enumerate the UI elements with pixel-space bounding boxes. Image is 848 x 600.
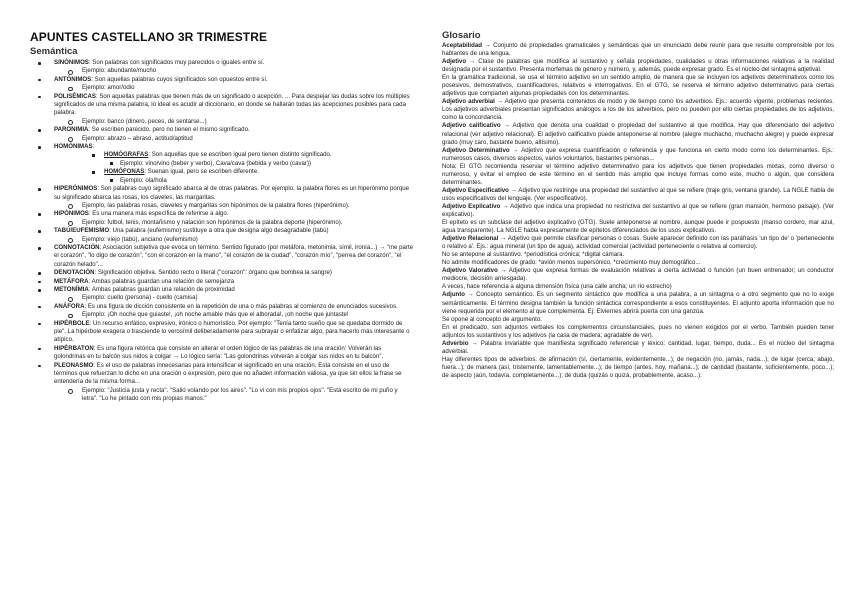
glossary-term: Adjetivo adverbial xyxy=(442,98,495,106)
item-text: : Es una manera más específica de referirse a algo. xyxy=(88,210,229,218)
item-text: Ejemplo: amor/odio xyxy=(82,84,135,92)
glossary-text: → Adjetivo que presenta contenidos de modo y de tiempo como los adverbios. Ejs.: acuerdo vigente, problemas recientes. Los adjetivos adverbiales presentan significados análogos a los de los adverbios, pero no pueden por ello ciertas propiedades de los adjetivos, como la concordancia. xyxy=(442,98,834,122)
item-text: Ejemplo: abrazo – abrasó, actitud/aptitud xyxy=(82,134,193,142)
item-text: : Se escriben parecido, pero no tienen el mismo significado. xyxy=(88,126,250,134)
definition-item xyxy=(30,76,414,84)
glossary-text: Hay diferentes tipos de adverbios: de afirmación (sí, ciertamente, evidentemente...); de negación (no, jamás, nada...); de lugar (cerca, abajo, fuera...); de manera (así, tristemente, lamentablemente...); de tiempo (antes, hoy, mañana...); de cantidad (bastante, suficientemente, poco...); de aspecto (aún, todavía, completamente...); de duda (quizás o quizá, probablemente, acaso...). xyxy=(442,355,834,379)
glossary-term: Adjetivo Explicativo xyxy=(442,202,501,210)
term-label: HIPÓNIMOS xyxy=(54,210,89,218)
glossary-term: Adverbio xyxy=(442,339,469,347)
glossary-entry xyxy=(442,98,834,122)
example-item xyxy=(30,67,414,75)
definition-item xyxy=(30,227,414,235)
example-item xyxy=(30,84,414,92)
item-text: Ejemplo: ola/hola xyxy=(120,176,167,184)
item-text: : Suenan igual, pero se escriben diferente. xyxy=(144,168,259,176)
glossary-text: → Adjetivo que permite clasificar personas o cosas. Suele aparecer definido con las paráfrasis 'un tipo de' o 'perteneciente o relativo a'. Ejs.: agua mineral (un tipo de agua), actividad comercial (actividad perteneciente o relativa al comercio). xyxy=(442,235,835,251)
glossary-entry xyxy=(442,316,834,324)
glossary-entry xyxy=(442,259,834,267)
example-item xyxy=(30,118,414,126)
semantica-list xyxy=(30,59,414,404)
term-label: METÁFORA xyxy=(54,277,89,285)
glossary-term: Adjunto xyxy=(442,291,466,299)
left-column xyxy=(30,30,414,404)
item-text: Ejemplo: abundante/mucho xyxy=(82,67,157,75)
definition-item xyxy=(30,269,414,277)
item-text: Ejemplo: ¡Oh noche que guiaste!, ¡oh noche amable más que el alborada!, ¡oh noche que juntaste! xyxy=(82,311,349,319)
definition-item xyxy=(30,303,414,311)
item-text: : Ambas palabras guardan una relación de semejanza xyxy=(88,277,235,285)
definition-item xyxy=(30,126,414,134)
definition-item xyxy=(30,210,414,218)
example-item xyxy=(30,219,414,227)
term-label: ANTÓNIMOS xyxy=(54,75,92,83)
glossary-entry xyxy=(442,340,834,356)
glossary-term: Aceptabilidad xyxy=(442,42,482,49)
term-label: ANÁFORA xyxy=(54,302,85,310)
term-label: HIPERÓNIMOS xyxy=(54,185,98,193)
glossary-text: → Adjetivo que expresa formas de evaluación relativas a cierta actividad o función (un buen entrenador; un conductor mediocre, decisión arriesgada). xyxy=(442,267,835,283)
item-text: : Son aquellas palabras cuyos significados son opuestos entre sí. xyxy=(91,75,268,83)
item-text: : Una palabra (eufemismo) sustituye a otra que designa algo desagradable (tabú) xyxy=(109,227,329,235)
glossary-term: Adjetivo Relacional xyxy=(442,235,499,243)
glossary-text: No se antepone al sustantivo: *periodística crónica; *digital cámara. xyxy=(442,251,625,259)
glossary-text: No admite modificadores de grado: *avión menos supersónico, *crecimiento muy demográfico... xyxy=(442,259,701,267)
glossary-entry xyxy=(442,267,834,283)
item-text: : Es una figura de dicción consistente en la repetición de una o más palabras al comienzo de enunciados sucesivos. xyxy=(84,302,398,310)
term-label: SINÓNIMOS xyxy=(54,59,89,66)
glossary-term: Adjetivo Especificativo xyxy=(442,186,509,194)
glossary-text: → Clase de palabras que modifica al sustantivo y señala propiedades, cualidades u otras informaciones relativas a la realidad designada por el sustantivo. Presenta morfemas de género y número, y, además, puede expresar grado. Es el núcleo del sintagma adjetival. xyxy=(442,58,834,74)
item-text: Ejemplo: futbol, tenis, montañismo y natación son hipónimos de la palabra deporte (hiperónimo). xyxy=(82,218,343,226)
item-text: : Un recurso enfático, expresivo, irónico o humorístico. Por ejemplo: "Tenía tanto sueño que se quedaba dormido de pie". La hipérbole exagera o trasciende lo verosímil deliberadamente para subrayar o enfatizar algo, para hacerlo más interesante o atípico. xyxy=(54,319,410,344)
example-item xyxy=(30,387,414,404)
term-label: HIPÉRBOLE xyxy=(54,319,90,327)
glossary-text: En la gramática tradicional, se usa el término adjetivo en un sentido amplio, de manera que se incluyen los adjetivos determinativos como los posesivos, demostrativos, cuantificadores, relativos e interrogativos. En el GTG, se reserva el término adjetivo determinativo para ciertas adjetivos que comparten algunas propiedades con los determinantes. xyxy=(442,74,834,98)
item-text: : Ambas palabras guardan una relación de proximidad xyxy=(88,285,235,293)
glossary-entry xyxy=(442,283,834,291)
term-label: TABÚ/EUFEMISMO xyxy=(54,227,110,235)
definition-item xyxy=(30,59,414,67)
definition-item xyxy=(30,286,414,294)
item-text: : Son aquellas que se escriben igual pero tienen distinto significado. xyxy=(148,151,332,159)
glossary-entry xyxy=(442,147,834,163)
item-text: Ejemplo: vino/vino (beber y verbo), Cava/cava (bebida y verbo (cavar)) xyxy=(120,159,312,167)
glossary-text: → Adjetivo que restringe una propiedad del sustantivo al que se refiere (traje gris, ventana grande). La NGLE habla de usos especificativos del lenguaje. (Ver especificativo). xyxy=(442,186,834,202)
item-text: : Son palabras con significados muy parecidos o iguales entre sí. xyxy=(88,59,265,66)
glossary-entry xyxy=(442,122,834,146)
glossary-body xyxy=(442,42,834,380)
glossary-entry xyxy=(442,324,834,340)
term-label: HOMÓNIMAS xyxy=(54,143,93,151)
item-text: : Son palabras cuyo significado abarca al de otras palabras. Por ejemplo, la palabra flores es un hiperónimo porque su significado abarca las rosas, los claveles, las margaritas. xyxy=(54,185,409,201)
section-heading-glosario: Glosario xyxy=(442,30,481,41)
section-heading-semantica: Semántica xyxy=(30,46,78,57)
term-label: HOMÓGRAFAS xyxy=(104,151,149,159)
glossary-entry xyxy=(442,356,834,380)
glossary-text: Nota: El GTG recomienda reservar el término adjetivo determinativo para los adjetivos que tienen propiedades mixtas, como diverso o numeroso, y evitar el empleo de este término en el sentido más amplio que incluye formas como este, mucho o algún, que considera determinantes. xyxy=(442,162,834,186)
item-text: : Significación objetiva. Sentido recto o literal ("corazón": órgano que bombea la sangre) xyxy=(94,269,332,277)
definition-item xyxy=(30,278,414,286)
glossary-term: Adjetivo xyxy=(442,58,467,66)
right-column xyxy=(442,30,834,380)
item-text: Ejemplo: banco (dinero, peces, de sentarse...) xyxy=(82,117,207,125)
term-label: PARONIMIA xyxy=(54,126,89,134)
item-text: : Son aquellas palabras que tienen más de un significado o acepción. ... Para despejar las dudas sobre los múltiples significados de una misma palabra, lo ideal es acudir al diccionario, en donde se hallarán todas las acepciones posibles para cada palabra. xyxy=(54,92,410,117)
glossary-text: → Palabra invariable que manifiesta significado referencial y léxico: cantidad, lugar, tiempo, duda... Es el núcleo del sintagma adverbial. xyxy=(442,339,834,355)
glossary-entry xyxy=(442,42,834,58)
term-label: METONÍMIA xyxy=(54,285,89,293)
term-label: HIPÉRBATON xyxy=(54,344,94,352)
example-item xyxy=(30,135,414,143)
glossary-term: Adjetivo Valorativo xyxy=(442,267,498,275)
glossary-text: El epíteto es un subclase del adjetivo explicativo (GTG). Suele anteponerse al nombre, aunque puede ir pospuesto (manso cordero, mar azul, agua transparente). La NGLE habla expresamente de epítetos diferenciados de los usos explicativos. xyxy=(442,219,834,235)
term-label: PLEONASMO xyxy=(54,361,94,369)
glossary-entry xyxy=(442,58,834,74)
glossary-entry xyxy=(442,251,834,259)
example-item xyxy=(30,311,414,319)
glossary-text: A veces, hace referencia a alguna dimensión física (una calle ancha; un río estrecho) xyxy=(442,283,672,291)
glossary-text: Se opone al concepto de argumento. xyxy=(442,315,542,323)
glossary-term: Adjetivo Determinativo xyxy=(442,146,510,154)
glossary-entry xyxy=(442,187,834,203)
item-text: Ejemplo, las palabras rosas, claveles y margaritas son hipónimos de la palabra flores (hiperónimo). xyxy=(82,201,350,209)
item-text: : xyxy=(92,143,95,151)
item-text: Ejemplo: viejo (tabú), anciano (eufemismo) xyxy=(82,235,198,243)
item-text: : Es una figura retórica que consiste en alterar el orden lógico de las palabras de una oración: Volverán las golondrinas en tu balcón sus nidos a colgar → Lo lógico sería: "Las golondrinas volverán a colgar sus nidos en tu balcón". xyxy=(54,344,384,361)
example-item xyxy=(30,294,414,302)
term-label: HOMÓFONAS xyxy=(104,168,145,176)
item-text: Ejemplo: "Justicia justa y recta". "Salió volando por los aires". "Lo vi con mis propios ojos". "Está escrito de mi puño y letra". "Lo he pintado con mis propias manos." xyxy=(82,386,398,403)
definition-item xyxy=(30,362,414,387)
term-label: POLISÉMICAS xyxy=(54,92,96,100)
glossary-entry xyxy=(442,291,834,315)
definition-item xyxy=(30,185,414,202)
glossary-text: → Adjetivo que indica una propiedad no restrictiva del sustantivo al que se refiere (gran mansión, hermoso paisaje). (Ver explicativo). xyxy=(442,202,835,218)
definition-item xyxy=(30,93,414,118)
glossary-entry xyxy=(442,235,834,251)
term-label: CONNOTACIÓN xyxy=(54,243,100,251)
glossary-text: → Concepto semántico. Es un segmento sintáctico que modifica a una palabra, a un sintagma o a otro segmento que no lo exige semánticamente. El término designa también la función sintáctica correspondiente a esos constituyentes. El adjunto aporta información que no viene requerida por el elemento al que complementa. Ej: Elviernes abrirá puerta con una ganzúa. xyxy=(442,291,834,315)
definition-item xyxy=(30,151,414,159)
definition-item xyxy=(30,168,414,176)
glossary-text: → Adjetivo que expresa cuantificación o referencia y que funciona en cierto modo como los determinantes. Ejs.: numerosos casos, diversos aspectos, varios voluntarios, bastantes personas... xyxy=(442,146,835,162)
item-text: Ejemplo: cuello (persona) - cuello (camisa) xyxy=(82,294,198,302)
page-title: APUNTES CASTELLANO 3R TRIMESTRE xyxy=(30,30,268,44)
glossary-text: → Adjetivo que denota una cualidad o propiedad del sustantivo al que modifica. Hay que diferenciarlo del adjetivo relacional (ver adjetivo relacional). El adjetivo calificativo puede anteponerse al nombre (alegre muchacho, muchacho alegre) y puede expresar grado (muy caro, bastante bueno, altísimo). xyxy=(442,122,834,146)
glossary-entry xyxy=(442,163,834,187)
example-item xyxy=(30,177,414,185)
glossary-text: → Conjunto de propiedades gramaticales y semánticas que un enunciado debe reunir para que resulte comprensible por los hablantes de una lengua. xyxy=(442,42,834,58)
term-label: DENOTACIÓN xyxy=(54,269,95,277)
glossary-entry xyxy=(442,219,834,235)
definition-item xyxy=(30,345,414,362)
definition-item xyxy=(30,244,414,269)
glossary-entry xyxy=(442,74,834,98)
glossary-text: En el predicado, son adjuntos verbales los complementos circunstanciales, pues no vienen exigidos por el verbo. También pueden tener adjuntos los sustantivos y los adjetivos (la casa de madera; agradable de ver). xyxy=(442,323,834,339)
item-text: : Asociación subjetiva que evoca un término. Sentido figurado (por metáfora, metonimia, símil, ironía...) → "me parte el corazón", "lo digo de corazón", "con el corazón en la mano", "el corazón de la ciudad", "corazón mío", "perrea del corazón", "el corazón helado"... xyxy=(54,243,414,268)
item-text: : Es el uso de palabras innecesarias para intensificar el significado en una oración. Esta consiste en el uso de términos que refuerzan lo dicho en una oración o expresión, pero que no añaden información valiosa, ya que sin ellos la frase se entendería de la misma forma... xyxy=(54,361,402,386)
glossary-entry xyxy=(442,203,834,219)
example-item xyxy=(30,236,414,244)
glossary-term: Adjetivo calificativo xyxy=(442,122,501,130)
definition-item xyxy=(30,320,414,345)
